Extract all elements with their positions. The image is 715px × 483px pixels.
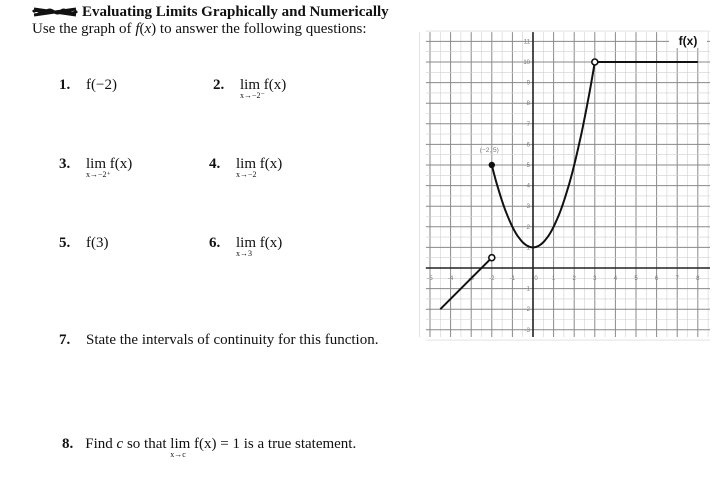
question-1: [59, 77, 117, 94]
question-number: 4.: [209, 156, 221, 172]
question-7: [59, 332, 378, 349]
limit-subscript: x→−2⁺: [86, 170, 111, 179]
x-tick-label: 1: [551, 276, 556, 282]
question-expression: f(−2): [86, 77, 117, 93]
question-expression: f(x) = 1: [194, 436, 240, 452]
question-text: State the intervals of continuity for this function.: [86, 332, 379, 348]
x-tick-label: 2: [572, 276, 576, 282]
x-tick-label: 3: [593, 276, 597, 282]
question-expression: f(x): [263, 77, 287, 93]
grid: [420, 31, 710, 340]
question-8: 8. Find c so that lim x→c f(x) = 1 is a true statement.: [62, 436, 357, 459]
y-tick-label: 9: [526, 80, 530, 87]
x-tick-label: 0: [534, 276, 538, 282]
x-tick-label: 8: [696, 276, 700, 282]
question-3: [59, 156, 133, 179]
question-5: [59, 235, 109, 252]
worksheet-title: Evaluating Limits Graphically and Numerically: [82, 4, 389, 20]
open-endpoint: [489, 255, 495, 261]
question-6: [209, 235, 283, 258]
x-tick-label: 5: [634, 276, 638, 282]
x-tick-label: 6: [654, 276, 659, 282]
open-endpoint: [592, 59, 598, 65]
y-tick-label: 1: [526, 245, 530, 252]
question-number: 6.: [209, 235, 221, 251]
question-2: [213, 77, 287, 100]
x-tick-label: -3: [468, 276, 474, 282]
point-label: (−2, 5): [479, 147, 499, 154]
y-tick-label: 5: [526, 163, 530, 169]
limit-operator: lim x→3: [236, 235, 257, 258]
limit-subscript: x→−2: [236, 170, 257, 179]
closed-endpoint: [489, 162, 495, 168]
y-tick-label: 8: [526, 101, 530, 108]
y-tick-label: 7: [526, 121, 530, 128]
x-tick-label: -5: [427, 276, 433, 282]
question-expression: f(x): [259, 235, 283, 251]
question-expression: f(x): [259, 156, 283, 172]
limit-subscript: x→−2⁻: [240, 91, 265, 100]
axes: [426, 32, 710, 337]
y-tick-label: -2: [524, 307, 530, 314]
question-number: 5.: [59, 235, 71, 251]
y-tick-label: 11: [523, 39, 530, 46]
question-4: [209, 156, 283, 179]
question-number: 2.: [213, 77, 225, 93]
function-label: f(x): [678, 34, 698, 48]
y-tick-label: -1: [524, 286, 530, 293]
question-number: 1.: [59, 77, 71, 93]
x-tick-label: -4: [447, 276, 454, 282]
x-tick-label: 4: [613, 276, 618, 282]
scribbled-out-text: [32, 6, 78, 18]
limit-subscript: x→3: [236, 249, 252, 258]
limit-operator: lim x→−2⁻: [240, 77, 265, 100]
question-number: 3.: [59, 156, 71, 172]
limit-subscript: x→c: [170, 450, 186, 459]
function-curve: [440, 59, 698, 309]
y-tick-label: -3: [524, 327, 530, 334]
y-tick-label: 10: [523, 60, 530, 66]
x-tick-label: -1: [509, 276, 516, 282]
question-expression: f(x): [109, 156, 133, 172]
limit-operator: lim x→−2: [236, 156, 257, 179]
graph-canvas: [428, 28, 710, 344]
y-tick-label: 3: [526, 204, 530, 211]
question-expression: f(3): [86, 235, 109, 251]
question-number: 8.: [62, 436, 74, 452]
question-number: 7.: [59, 332, 71, 348]
y-tick-label: 2: [526, 224, 530, 231]
limit-operator: lim x→−2⁺: [86, 156, 111, 179]
x-tick-label: -2: [489, 276, 495, 282]
left-line-segment: [440, 258, 492, 310]
function-graph: [428, 28, 710, 349]
instructions: Use the graph of f(x) to answer the following questions:: [32, 21, 367, 37]
y-tick-label: 4: [526, 183, 530, 190]
x-tick-label: 7: [675, 276, 679, 282]
y-tick-label: 6: [526, 142, 530, 149]
limit-operator: lim x→c: [170, 436, 191, 459]
